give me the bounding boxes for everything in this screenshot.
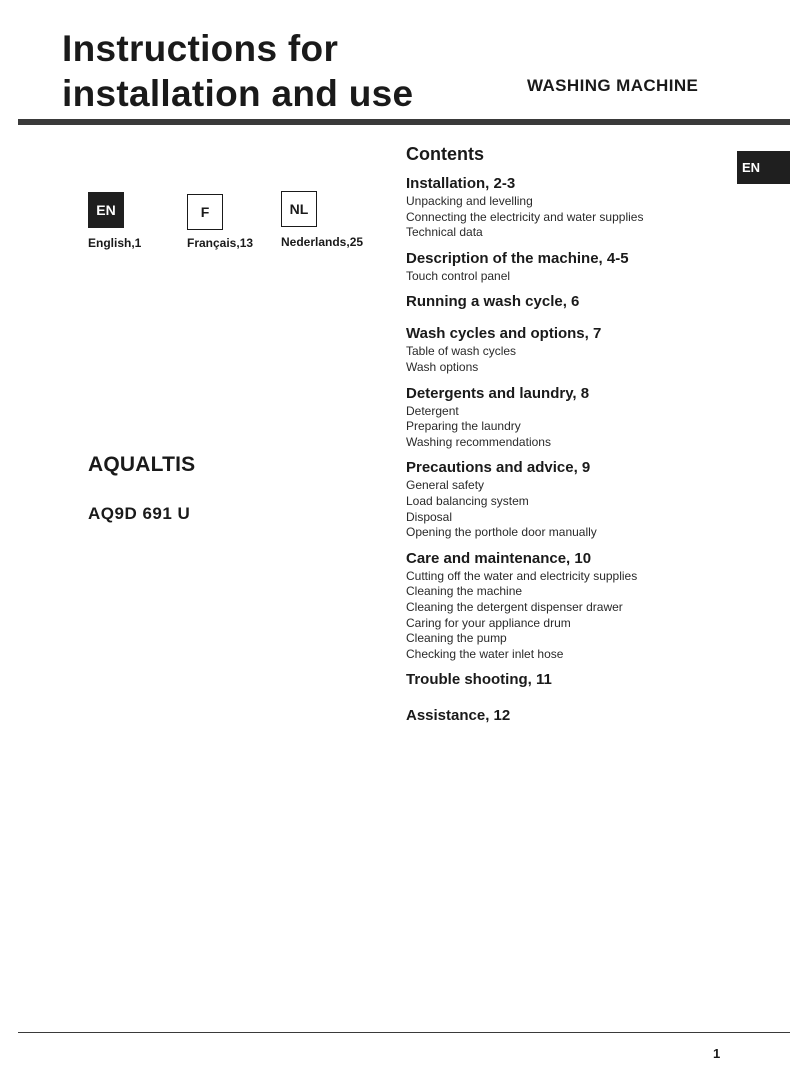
product-brand: AQUALTIS	[88, 453, 196, 476]
toc-item[interactable]: Washing recommendations	[406, 434, 551, 449]
toc-section-detergents	[406, 384, 736, 451]
toc-section-description	[406, 249, 736, 285]
table-of-contents	[406, 143, 736, 734]
document-subtitle: WASHING MACHINE	[527, 76, 699, 95]
toc-item[interactable]: Cleaning the detergent dispenser drawer	[406, 599, 623, 614]
toc-section-precautions	[406, 458, 736, 540]
toc-item[interactable]: Connecting the electricity and water supplies	[406, 209, 644, 224]
page-number: 1	[713, 1046, 721, 1061]
toc-heading[interactable]: Assistance, 12	[406, 707, 511, 725]
toc-heading[interactable]: Description of the machine, 4-5	[406, 249, 629, 267]
title-line-2: installation and use	[62, 73, 414, 114]
toc-item[interactable]: Cleaning the pump	[406, 631, 507, 646]
toc-item[interactable]: General safety	[406, 478, 485, 493]
language-box-f[interactable]: F	[187, 194, 223, 230]
toc-item[interactable]: Cutting off the water and electricity supplies	[406, 568, 638, 583]
page-title	[62, 26, 413, 116]
contents-title: Contents	[406, 144, 484, 164]
toc-section-wash-cycles	[406, 324, 736, 375]
toc-heading[interactable]: Care and maintenance, 10	[406, 549, 592, 567]
language-label-f[interactable]: Français,13	[187, 236, 254, 250]
footer-divider	[18, 1032, 790, 1033]
toc-heading[interactable]: Precautions and advice, 9	[406, 459, 591, 477]
toc-item[interactable]: Disposal	[406, 509, 453, 524]
toc-section-care	[406, 549, 736, 663]
toc-heading[interactable]: Installation, 2-3	[406, 175, 516, 192]
toc-item[interactable]: Table of wash cycles	[406, 344, 517, 359]
header-divider	[18, 119, 790, 125]
toc-item[interactable]: Unpacking and levelling	[406, 194, 533, 208]
toc-heading[interactable]: Detergents and laundry, 8	[406, 384, 590, 402]
toc-item[interactable]: Wash options	[406, 359, 479, 374]
toc-item[interactable]: Preparing the laundry	[406, 419, 521, 434]
language-label-en[interactable]: English,1	[88, 236, 142, 250]
toc-item[interactable]: Technical data	[406, 225, 483, 240]
language-box-nl[interactable]: NL	[281, 191, 317, 227]
toc-heading[interactable]: Wash cycles and options, 7	[406, 325, 602, 343]
toc-heading[interactable]: Trouble shooting, 11	[406, 671, 552, 689]
toc-item[interactable]: Opening the porthole door manually	[406, 525, 597, 540]
toc-item[interactable]: Checking the water inlet hose	[406, 646, 564, 661]
toc-section-trouble	[406, 670, 736, 690]
toc-item[interactable]: Touch control panel	[406, 268, 511, 283]
toc-section-running	[406, 292, 736, 312]
language-box-en[interactable]: EN	[88, 192, 124, 228]
toc-heading[interactable]: Running a wash cycle, 6	[406, 293, 580, 311]
toc-section-assistance	[406, 706, 736, 726]
toc-section-installation	[406, 174, 736, 241]
toc-item[interactable]: Load balancing system	[406, 493, 529, 508]
toc-item[interactable]: Detergent	[406, 403, 459, 418]
title-line-1: Instructions for	[62, 28, 339, 69]
toc-item[interactable]: Cleaning the machine	[406, 584, 523, 599]
toc-item[interactable]: Caring for your appliance drum	[406, 615, 571, 630]
language-side-tab: EN	[737, 151, 790, 184]
product-model: AQ9D 691 U	[88, 504, 191, 523]
language-label-nl[interactable]: Nederlands,25	[281, 235, 364, 249]
